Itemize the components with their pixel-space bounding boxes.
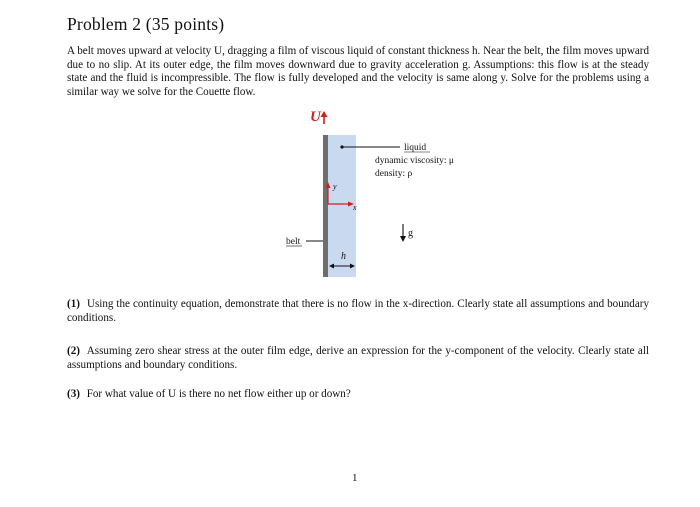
problem-title: Problem 2 (35 points) bbox=[67, 14, 225, 34]
question-3 bbox=[67, 388, 649, 402]
belt bbox=[323, 135, 328, 277]
question-2-number: (2) bbox=[67, 345, 80, 357]
y-axis-label: y bbox=[333, 182, 337, 191]
density-label: density: ρ bbox=[375, 169, 413, 179]
question-1 bbox=[67, 298, 649, 325]
belt-label: belt bbox=[286, 237, 301, 247]
belt-film-diagram bbox=[280, 105, 490, 285]
gravity-arrowhead bbox=[400, 236, 406, 242]
question-1-number: (1) bbox=[67, 298, 80, 310]
liquid-label: liquid bbox=[404, 143, 427, 153]
question-2 bbox=[67, 345, 649, 372]
x-axis-label: x bbox=[353, 203, 357, 212]
viscosity-label: dynamic viscosity: μ bbox=[375, 156, 454, 166]
velocity-label: U bbox=[310, 109, 321, 125]
thickness-label: h bbox=[341, 251, 346, 262]
velocity-arrowhead bbox=[321, 111, 328, 117]
question-1-text: Using the continuity equation, demonstrate that there is no flow in the x-direction. Clearly state all assumptions and boundary conditions. bbox=[67, 298, 650, 324]
question-3-number: (3) bbox=[67, 388, 80, 400]
question-2-text: Assuming zero shear stress at the outer film edge, derive an expression for the y-component of the velocity. Clearly state all assumptions and boundary conditions. bbox=[67, 345, 649, 371]
gravity-label: g bbox=[408, 228, 413, 239]
problem-statement: A belt moves upward at velocity U, dragging a film of viscous liquid of constant thickness h. Near the belt, the film moves upward due to no slip. At its outer edge, the film moves downward due to gravity acceleration g. Assumptions: this flow is at the steady state and the fluid is incompressible. The flow is fully developed and the velocity is same along y. Solve for the problems using a similar way we solve for the Couette flow. bbox=[67, 45, 649, 98]
question-3-text: For what value of U is there no net flow either up or down? bbox=[86, 388, 351, 400]
page-number: 1 bbox=[352, 472, 358, 484]
